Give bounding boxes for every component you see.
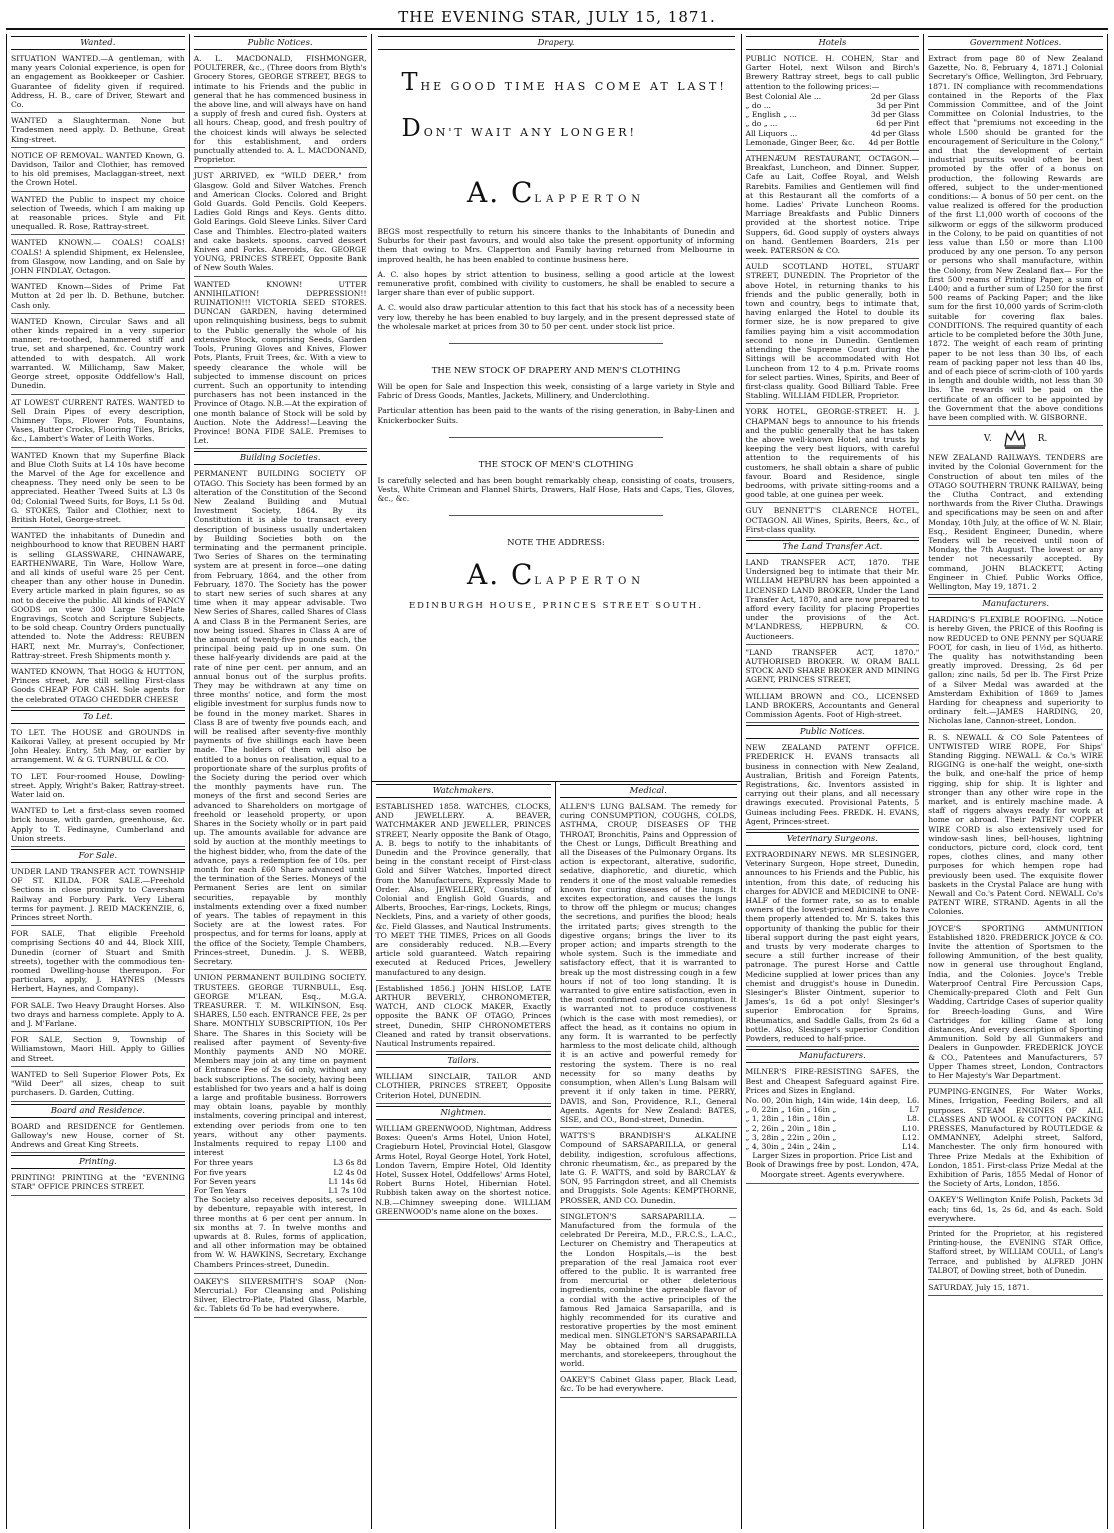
ad-railways: NEW ZEALAND RAILWAYS. TENDERS are invited by the Colonial Government for the Construction of about ten miles of the OTAGO SOUTHERN TRUNK RAILWAY, being the Clutha Contract, and extending northwards from the River Clutha. Drawings and specifications may be seen on and after Monday, 10th July, at the office of W. N. Blair, Esq., Resident Engineer, Dunedin, where Tenders will be received until noon of Monday, the 7th August. The lowest or any tender not necessarily accepted. By command, JOHN BLACKETT, Acting Engineer in Chief. Public Works Office, Wellington, May 19, 1871. 2 [928, 452, 1103, 595]
section-drapery: Drapery. [378, 36, 735, 50]
ad-auld-scotland: AULD SCOTLAND HOTEL, STUART STREET, DUNEDIN. The Proprietor of the above Hotel, in returning thanks to his friends and the public generally, both in town and country, begs to intimate that, having enlarged the Hotel to double its former size, he is now prepared to give families paying him a visit accommodation second to none in Dunedin. Gentlemen attending the Supreme Court during the Sittings will be accommodated with Hot Luncheon from 12 to 4 p.m. Private rooms for select parties. Wines, Spirits, and Beer of first-class quality. Good Billiard Table. Free Stabling. WILLIAM FIDLER, Proprietor. [746, 261, 920, 404]
ad-sericulture: Extract from page 80 of New Zealand Gazette, No. 8, February 4, 1871.] Colonial Secretary's Office, Wellington, 3rd February, 1871. IN compliance with recommendations contained in the Reports of the Flax Commission Committee, and of the Joint Committee on Colonial Industries, to the effect that "premiums not exceeding in the whole L500 should be granted for the encouragement of Sericulture in the Colony," and that the development of certain industrial pursuits would often be best promoted by the offer of a bonus on production, the following Rewards are offered, subject to the under-mentioned conditions:— A bonus of 50 per cent. on the value realized is offered for the production of the first L1,000 worth of cocoons of the silkworm or eggs of the silkworm produced in the Colony, to be paid on quantities of not less value than L50 or more than L100 produced by any one person. To any person or persons who shall manufacture, within the Colony, from New Zealand flax— For the first 500 reams of Printing Paper, a sum of L400; and a further sum of L250 for the first 500 reams of Packing Paper; and the like sum for the first 10,000 yards of Scrim-cloth suitable for covering flax bales. CONDITIONS. The required quantity of each article to be completed before the 30th June, 1872. The weight of each ream of printing paper to be not less than 30 lbs, of each ream of packing paper not less than 40 lbs, and of each piece of scrim-cloth of 100 yards in length and double width, not less than 30 lbs. The rewards will be paid on the certificate of an officer to be appointed by the Government that the above conditions have been complied with. W. GISBORNE. [928, 53, 1103, 426]
section-public-notices: Public Notices. [194, 36, 367, 50]
drapery-para-3: A. C. would also draw particular attention to this fact that his stock has of a necessity been very low, thereby he has been enabled to buy largely, and in the present depressed state of the wholesale market at prices from 30 to 50 per cent. under stock list price. [377, 303, 735, 331]
column-3 [372, 782, 557, 1529]
ad-singleton: SINGLETON'S SARSAPARILLA. — Manufactured from the formula of the celebrated Dr Pereira, M.D., F.R.C.S., L.A.C., Lecturer on Chemistry and Therapeutics at the London Hospitals,—is the best preparation of the real Jamaica root ever offered to the public. It is warranted free from mercurial or other deleterious ingredients, combine the agreeable flavor of a cordial with the active principles of the famous Red Jamaica Sarsaparilla, and is highly recommended for its curative and restorative properties by the most eminent medical men. SINGLETON'S SARSAPARILLA May be obtained from all druggists, merchants, and storekeepers, throughout the world. [560, 1211, 737, 1372]
royal-crest [928, 428, 1103, 450]
ad-greenwood: WILLIAM GREENWOOD, Nightman, Address Boxes: Queen's Arms Hotel, Union Hotel, Cragieburn Hotel, Provincial Hotel, Glasgow Arms Hotel, Royal George Hotel, York Hotel, London Tavern, Empire Hotel, Old Identity Hotel, Sussex Hotel, Oddfellows' Arms Hotel, Robert Burns Hotel, Hibernian Hotel. Rubbish taken away on the shortest notice. N.B.—Chimney sweeping done. WILLIAM GREENWOOD's name alone on the boxes. [376, 1123, 552, 1220]
column-5 [742, 34, 925, 1529]
column-2 [190, 34, 372, 1529]
ad-tweeds: WANTED the Public to inspect my choice selection of Tweeds, which I am making up at reasonable prices. Style and Fit unequalled. R. Rose, Rattray-street. [11, 194, 185, 236]
price-row: Lemonade, Ginger Beer, &c. 4d per Bottle [745, 137, 920, 147]
ad-macdonald: A. L. MACDONALD, FISHMONGER, POULTERER, &c., (Three doors from Blyth's Grocery Stores, GEORGE STREET, BEGS to intimate to his Friends and the public in general that he has commenced business in the above line, and will always have on hand a supply of fresh and cured fish. Oysters at all hours. Cheap, good, and fresh poultry of the choicest kinds will always be selected for this establishment, and orders punctually attended to. A. L. MACDONAND, Proprietor. [194, 53, 367, 168]
ad-athenaeum: ATHENÆUM RESTAURANT, OCTAGON.—Breakfast, Luncheon, and Dinner. Supper, Cafe au Lait, Coffee Royal, and Welsh Rarebits. Families and Gentlemen will find at this Restaurant all the comforts of a home. Ladies' Private Luncheon Rooms. Marriage Breakfasts and Public Dinners provided at the shortest notice. Tripe Suppers, 6d. Good supply of oysters always on hand. Gentlemen Boarders, 21s per week. PATERSON & CO. [746, 153, 920, 259]
safe-row: „ 4, 30in „ 24in „ 24in „ L14. [745, 1141, 920, 1151]
section-wanted: Wanted. [11, 36, 185, 50]
ad-hepburn: LAND TRANSFER ACT, 1870. THE Undersigned beg to intimate that their Mr. WILLIAM HEPBURN has been appointed a LICENSED LAND BROKER, Under the Land Transfer Act, 1870, and are now prepared to afford every facility for placing Properties under the provisions of the Act. M'LANDRESS, HEPBURN, & CO. Auctioneers. [746, 557, 920, 645]
drapery-para-1: BEGS most respectfully to return his sincere thanks to the Inhabitants of Dunedin and Suburbs for their past favours, and would also take the present opportunity of informing them that owing to Mrs. Clapperton and Family having returned from Melbourne in improved health, he has been enabled to continue business here. [377, 227, 735, 264]
ad-york-hotel: YORK HOTEL, GEORGE-STREET. H. J. CHAPMAN begs to announce to his friends and the public generally that he has taken the above well-known Hotel, and trusts by keeping the very best liquors, with careful attention to the requirements of his customers, he shall obtain a share of public favour. Board and Residence, single bedrooms, with private sitting-rooms and a good table, at one guinea per week. [746, 406, 920, 503]
price-row: „ do ... 3d per Pint [745, 101, 920, 111]
ad-printing: PRINTING! PRINTING at the "EVENING STAR" OFFICE PRINCES STREET. [11, 1172, 185, 1195]
heading-new-stock: THE NEW STOCK OF DRAPERY AND MEN'S CLOTHING [431, 366, 681, 377]
section-building-societies: Building Societies. [194, 451, 367, 465]
crest-v: V. [983, 434, 992, 445]
ad-george-young: JUST ARRIVED, ex "WILD DEER," from Glasgow. Gold and Silver Watches. French and American Clocks. Colored and Bright Gold Guards. Gold Pencils. Gold Keepers. Ladies Gold Rings and Keys. Gents ditto. Gold Earings. Gold Sleeve Links. Silver Card Case and Thimbles. Electro-plated waiters and cake baskets. spoons. carved dessert Knives and Forks. Aneroids, &c. GEORGE YOUNG, PRINCES STREET, Opposite Bank of New South Wales. [194, 170, 367, 276]
ad-board: BOARD and RESIDENCE for Gentlemen. Galloway's new House, corner of St. Andrews and Great King Streets. [11, 1121, 185, 1154]
column-4 [556, 782, 741, 1529]
edinburgh-address: EDINBURGH HOUSE, PRINCES STREET SOUTH. [408, 601, 704, 612]
ad-sale-1: UNDER LAND TRANSFER ACT. TOWNSHIP OF ST. KILDA. FOR SALE.—Freehold Sections in close proximity to Caversham Railway and Forbury Park. Very Liberal terms for payment. J. REID MACKENZIE, 6, Princes street North. [11, 866, 185, 926]
ad-beaver: ESTABLISHED 1858. WATCHES, CLOCKS, AND JEWELLERY. A. BEAVER, WATCHMAKER AND JEWELLER, PRINCES STREET, Nearly opposite the Bank of Otago, A. B. begs to notify to the inhabitants of Dunedin and the Province generally, that being in the constant receipt of First-class Gold and Silver Watches, Imported direct from the Manufacturers, Expressly Made to Order. Also, JEWELLERY, Consisting of Colonial and English Gold Guards, and Alberts, Brooches, Ear-rings, Lockets, Rings, Necklets, Pins, and a variety of other goods, &c. Field Glasses, and Nautical Instruments. TO MEET THE TIMES, Prices on all Goods are considerably reduced. N.B.—Every article sold guaranteed. Watch repairing executed at Reduced Prices, Jewellery manufactured to any design. [376, 801, 552, 981]
ad-sale-3: FOR SALE. Two Heavy Draught Horses. Also two drays and harness complete. Apply to A. and J. M'Farlane. [11, 1000, 185, 1033]
section-government: Government Notices. [928, 36, 1103, 50]
columns [6, 34, 1108, 1529]
drapery-para-5: Particular attention has been paid to the wants of the rising generation, in Baby-Linen and Knickerbocker Suits. [377, 406, 735, 425]
divider [449, 437, 663, 438]
ad-knife-polish: OAKEY'S Wellington Knife Polish, Packets 3d each; tins 6d, 1s, 2s 6d, and 4s each. Sold everywhere. [928, 1194, 1103, 1227]
safe-row: „ 1, 28in „ 18in „ 18in „ L8. [745, 1114, 920, 1124]
section-for-sale: For Sale. [11, 849, 185, 863]
middle-block [372, 34, 742, 1529]
ad-tolet-1: TO LET. The HOUSE and GROUNDS in Kaikorai Valley, at present occupied by Mr John Healey. Entry, 5th May, or earlier by arrangement. W. & G. TURNBULL & CO. [11, 727, 185, 769]
crest-r: R. [1037, 434, 1048, 445]
column-6 [924, 34, 1108, 1529]
section-to-let: To Let. [11, 710, 185, 724]
middle-lower [372, 782, 741, 1529]
safe-row: „ 0, 22in „ 16in „ 16in „ L7 [745, 1105, 920, 1115]
ad-tolet-2: TO LET. Four-roomed House, Dowling-street. Apply, Wright's Baker, Rattray-street. Water laid on. [11, 771, 185, 804]
ad-tolet-3: WANTED to Let a first-class seven roomed brick house, with garden, greenhouse, &c. Apply to T. Fedinayne, Cumberland and Union streets. [11, 805, 185, 847]
ad-oakey-soap: OAKEY'S SILVERSMITH'S SOAP (Non-Mercurial.) For Cleansing and Polishing Silver, Electro-Plate, Plated Glass, Marble, &c. Tablets 6d To be had everywhere. [194, 1276, 367, 1318]
section-tailors: Tailors. [376, 1054, 552, 1068]
ad-pumping-engines: PUMPING-ENGINES, For Water Works, Mines, Irrigation, Feeding Boilers, and all purposes. STEAM ENGINES OF ALL CLASSES AND WOOL & COTTON PACKING PRESSES, Manufactured by ROUTLEDGE & OMMANNEY, Adelphi street, Salford, Manchester. The only firm honoured with Three Prize Medals at the Exhibition of London, 1851. First-class Prize Medal at the Exhibition of Paris, 1855 Medal of Honor of the Society of Arts, London, 1856. [928, 1086, 1103, 1192]
drapery-para-6: Is carefully selected and has been bought remarkably cheap, consisting of coats, trousers, Vests, White Crimean and Flannel Shirts, Drawers, Half Hose, Hats and Caps, Ties, Gloves, &c., &c. [377, 475, 735, 504]
ad-oakey-glass: OAKEY'S Cabinet Glass paper, Black Lead, &c. To be had everywhere. [560, 1374, 737, 1397]
cohen-text: PUBLIC NOTICE. H. COHEN, Star and Garter Hotel, next Wilson and Birch's Brewery Rattray street, begs to call public attention to the following prices:— [745, 54, 920, 91]
repay-row: For five years L2 4s 0d [193, 1167, 367, 1177]
ad-permanent-building: PERMANENT BUILDING SOCIETY OF OTAGO. This Society has been formed by an alteration of the Constitution of the Second New Zealand Building and Mutual Investment Society, 1864. By its Constitution it is able to transact every description of business usually undertaken by Building Societies both on the terminating and the permanent principle. Two Series of Shares on the terminating system are at present in force—one dating from February, 1864, and the other from February, 1870. The Society has the power to start new series of such shares at any time when it may appear advisable. Two New Series of Shares, called Shares of Class A and Class B in the Permanent Series, are now being issued. Shares in Class A are of the amount of twenty-five pounds each, the principal being paid up in one sum. On these half-yearly dividends are paid at the rate of nine per cent. per annum, and an annual bonus out of the surplus profits. They may be withdrawn at any time on three months' notice, and form the most eligible investment for surplus funds now to be found in the money market. Shares in Class B are of twenty five pounds each, and will be realised after seventy-five monthly payments of five shillings each have been made. The holders of them will also be entitled to a bonus on realisation, equal to a proportionate share of the surplus profits of the Society during the period over which the monthly payments have run. The moneys of the first and second Series are advanced to Shareholders on mortgage of freehold or leasehold property, or upon Shares in the Society wholly or in part paid up. The amounts available for advance are sold by auction at the monthly meetings to the highest bidder, who, from the date of the advance, pays a redemption fee of 10s. per month for each £60 Share advanced until the termination of the Series. Moneys of the Permanent Series are lent on similar securities, repayable by monthly instalments extending over a fixed number of years. The tables of repayment in this Society are at the lowest rates. For prospectus, and for terms for loans, apply at the office of the Society, Temple Chambers, Princes-street, Dunedin. J. S. WEBB, Secretary. [194, 468, 367, 970]
repay-row: For Seven years L1 14s 6d [193, 1176, 367, 1186]
ad-mutton: WANTED Known—Sides of Prime Fat Mutton at 2d per lb. D. Bethune, butcher. Cash only. [11, 281, 185, 314]
ad-slaughterman: WANTED a Slaughterman. None but Tradesmen need apply. D. Bethune, Great King-street. [11, 115, 185, 148]
section-medical: Medical. [560, 784, 737, 798]
section-nightmen: Nightmen. [376, 1106, 552, 1120]
milner-end: Larger Sizes in proportion. Price List and Book of Drawings free by post. London, 47A, Moorgate street. Agents everywhere. [746, 1151, 919, 1179]
repay-row: For Ten Years L1 7s 10d [193, 1185, 367, 1195]
price-row: „ do „ ... 6d per Pint [745, 119, 920, 129]
imprint-date: SATURDAY, July 15, 1871. [928, 1282, 1103, 1296]
ad-joyce: JOYCE'S SPORTING AMMUNITION Established 1820. FREDERICK JOYCE & CO. Invite the attention of Sportsmen to the following Ammunition, of the best quality, now in general use throughout England, India, and the Colonies. Joyce's Treble Waterproof Central Fire Percussion Caps, Chemically-prepared Cloth and Felt Gun Wadding, Cartridge Cases of superior quality for Breech-loading Guns, and Wire Cartridges for killing Game at long distances, And every description of Sporting Ammunition. Sold by all Gunmakers and Dealers in Gunpowder. FREDERICK JOYCE & CO., Patentees and Manufacturers, 57 Upper Thames street, London, Contractors to Her Majesty's War Department. [928, 923, 1103, 1084]
ad-duncan-garden: WANTED KNOWN! UTTER ANNIHILATION! DEPRESSION!! RUINATION!!! VICTORIA SEED STORES. DUNCAN GARDEN, having determined upon relinquishing business, begs to submit to the Public generally the whole of his extensive Stock, comprising Seeds, Garden Tools, Pruning Gloves and Knives, Flower Pots, Plants, Fruit Trees, &c. With a view to speedy clearance the whole will be subjected to immense discount on prices current. Such an opportunity to intending purchasers has not been instanced in the Province of Otago. N.B.—At the expiration of one month balance of Stock will be sold by Auction. Note the Address!—Leaving the Province! BONA FIDE SALE. Premises to Let. [194, 279, 367, 450]
headline-good-time: THE GOOD TIME HAS COME AT LAST! [401, 68, 727, 96]
section-land-transfer: The Land Transfer Act. [746, 540, 920, 554]
section-manufacturers-2: Manufacturers. [928, 597, 1103, 611]
ad-slesinger: EXTRAORDINARY NEWS. MR SLESINGER, Veterinary Surgeon, Hope street, Dunedin, announces to his Friends and the Public, his intention, from this date, of reducing his charges for ADVICE and MEDICINE to ONE-HALF of the former rate, so as to enable owners of the lowest-priced Animals to have them properly attended to. Mr S. takes this opportunity of thanking the public for their liberal support during the past eight years, and trusts by very moderate charges to secure a still further increase of their patronage. The purest Horse and Cattle Medicine supplied at lower prices than any chemist and druggist's house in Dunedin. Slesinger's Blister Ointment, superior to James's, 1s 6d a pot only! Slesinger's superior Embrocation for Sprains, Rheumatics, and Saddle Galls, from 2s 6d a bottle. Also, Slesinger's superior Condition Powders, reduced to half-price. [746, 849, 920, 1047]
ad-sale-2: FOR SALE, That eligible Freehold comprising Sections 40 and 44, Block XIII, Dunedin (corner of Stuart and Smith streets), together with the commodious ten-roomed Dwelling-house thereupon. For particulars, apply, J. HAYNES (Messrs Herbert, Haynes, and Company). [11, 928, 185, 997]
section-watchmakers: Watchmakers. [376, 784, 552, 798]
ad-coals: WANTED KNOWN.— COALS! COALS! COALS! A splendid Shipment, ex Helenslee, from Glasgow, now Landing, and on Sale by JOHN FINDLAY, Octagon. [11, 237, 185, 279]
masthead: THE EVENING STAR, JULY 15, 1871. [6, 8, 1108, 30]
drapery-para-4: Will be open for Sale and Inspection this week, consisting of a large variety in Style and Fabric of Dress Goods, Mantles, Jackets, Millinery, and Underclothing. [377, 382, 735, 401]
ad-hogg-hutton: WANTED KNOWN, That HOGG & HUTTON, Princes street, Are still selling First-class Goods CHEAP FOR CASH. Sole agents for the celebrated OTAGO CHEDDER CHEESE [11, 666, 185, 708]
clapperton-name-2: A. CLAPPERTON [466, 558, 646, 592]
ad-harding: HARDING'S FLEXIBLE ROOFING. —Notice is hereby Given, the PRICE of this Roofing is now REDUCED to ONE PENNY per SQUARE FOOT, for cash, in lieu of 1½d, as hitherto. The quality has notwithstanding been greatly improved. Dressing, 2s 6d per gallon; zinc nails, 5d per lb. The First Prize of a Silver Medal was awarded at the Amsterdam Exhibition of 1869 to James Harding for cheapness and superiority to ordinary felt.—JAMES HARDING, 20, Nicholas lane, Cannon-street, London. [928, 614, 1103, 729]
clapperton-name: A. CLAPPERTON [466, 176, 646, 209]
repay-row: For three years L3 6s 8d [193, 1158, 367, 1168]
divider [449, 515, 663, 516]
ad-watts: WATTS'S BRANDISH'S ALKALINE Compound of SARSAPARILLA, or general debility, indigestion, scrofulous affections, chronic rheumatism, &c., as prepared by the late G. F. WATTS, and sold by BARCLAY & SON, 95 Farringdon street, and all Chemists and Druggists. Sole Agents: KEMPTHORNE, PROSSER, AND CO. Dunedin. [560, 1130, 737, 1209]
ad-cohen [746, 53, 920, 151]
union-end: The Society also receives deposits, secured by debenture, repayable with interest, In three months at 6 per cent per annum. In six months at 7. In twelve months and upwards at 8. Rules, forms of application, and all other information may be obtained from W. W. HAWKINS, Secretary, Exchange Chambers Princes-street, Dunedin. [193, 1195, 367, 1269]
milner-text: MILNER'S FIRE-RESISTING SAFES, the Best and Cheapest Safeguard against Fire. Prices and Sizes in England. [745, 1067, 920, 1095]
drapery-ad [372, 34, 741, 782]
section-board: Board and Residence. [11, 1104, 185, 1118]
ad-cloth-suits: WANTED Known that my Superfine Black and Blue Cloth Suits at L4 10s have become the Marvel of the Age for excellence and cheapness. They need only be seen to be appreciated. Heather Tweed Suits at L3 0s 0d; Colonial Tweed Suits, for Boys, L1 5s 0d. G. STOKES, Tailor and Clothier, next to British Hotel, George-street. [11, 450, 185, 529]
safe-row: No. 00, 20in high, 14in wide, 14in deep, L6. [745, 1095, 920, 1105]
price-row: All Liquors ... 4d per Glass [745, 128, 920, 138]
ad-sale-5: WANTED to Sell Superior Flower Pots, Ex "Wild Deer" all sizes, cheap to suit purchasers. D. Garden, Cutting. [11, 1069, 185, 1102]
drapery-para-2: A. C. also hopes by strict attention to business, selling a good article at the lowest remunerative profit, combined with civility to customers, he shall be enabled to secure a larger share than ever of public support. [377, 269, 735, 298]
section-hotels: Hotels [746, 36, 920, 50]
heading-mens-clothing: THE STOCK OF MEN'S CLOTHING [478, 459, 634, 470]
section-public-notices-2: Public Notices. [746, 725, 920, 739]
section-veterinary: Veterinary Surgeons. [746, 832, 920, 846]
ad-removal: NOTICE OF REMOVAL. WANTED Known, G. Davidson, Tailor and Clothier, has removed to his old premises, Maclaggan-street, next the Crown Hotel. [11, 150, 185, 192]
ad-union-building [194, 972, 367, 1274]
union-text: UNION PERMANENT BUILDING SOCIETY. TRUSTEES. GEORGE TURNBULL, Esq. GEORGE M'LEAN, Esq., M.G.A. TREASURER. T. M. WILKINSON, Esq. SHARES, L50 each. ENTRANCE FEE, 2s per Share. MONTHLY SUBSCRIPTION, 10s Per Share. The Shares in this Society will be realised after payment of Seventy-five Monthly payments AND NO MORE. Members may join at any time on payment of Entrance Fee of 2s 6d only, without any back subscriptions. The society, having been established for two years and a half is doing a large and profitable business. Borrowers may obtain loans, payable by monthly instalments, covering principal and interest, extending over periods from one to ten years, without any other payments. Instalments required to repay L100 and interest [193, 973, 367, 1158]
ad-patent-office: NEW ZEALAND PATENT OFFICE. FREDERICK H. EVANS transacts all business in connection with New Zealand, Australian, British and Foreign Patents, Registrations, &c. Inventors assisted in carrying out their plans, and all necessary drawings executed. Provisional Patents, 5 Guineas including Fees. FREDK. H. EVANS, Agent, Princes-street. [746, 742, 920, 830]
ad-clarence-hotel: GUY BENNETT'S CLARENCE HOTEL, OCTAGON. All Wines, Spirits, Beers, &c., of First-class quality. [746, 505, 920, 538]
ad-saws: WANTED Known, Circular Saws and all other kinds repaired in a very superior manner, re-toothed, hammered stiff and true, set and sharpened, &c. Country work attended to with despatch. All work warranted. W. Millichamp, Saw Maker, George street, opposite Oddfellow's Hall, Dunedin. [11, 316, 185, 395]
section-printing: Printing. [11, 1155, 185, 1169]
ad-sinclair: WILLIAM SINCLAIR, TAILOR AND CLOTHIER, PRINCES STREET, Opposite Criterion Hotel, DUNEDIN. [376, 1071, 552, 1104]
column-1 [7, 34, 190, 1529]
heading-note-address: NOTE THE ADDRESS: [507, 538, 605, 549]
safe-row: „ 2, 26in „ 20in „ 18in „ L10. [745, 1123, 920, 1133]
ad-william-brown: WILLIAM BROWN and CO., LICENSED LAND BROKERS, Accountants and General Commission Agents. Foot of High-street. [746, 691, 920, 724]
ad-reuben-hart: WANTED the inhabitants of Dunedin and neighbourhood to know that REUBEN HART is selling GLASSWARE, CHINAWARE, EARTHENWARE, Tin Ware, Hollow Ware, and all kinds of useful ware 25 per Cent. cheaper than any other house in Dunedin. Every article marked in plain figures, so as not to deceive the public. All kinds of FANCY GOODS on view 300 Large Steel-Plate Engravings, Scotch and Scripture Subjects, to be sold cheap. Country Orders punctually attended to. Note the Address: REUBEN HART, next Mr. Murray's, Confectioner, Rattray-street. Fresh Shipments month y. [11, 530, 185, 664]
crown-icon [1002, 428, 1028, 450]
ad-oram-ball: "LAND TRANSFER ACT, 1870." AUTHORISED BROKER. W. ORAM BALL STOCK AND SHARE BROKER AND MINING AGENT, PRINCES STREET, [746, 647, 920, 689]
section-manufacturers: Manufacturers. [746, 1049, 920, 1063]
ad-allen-balsam: ALLEN'S LUNG BALSAM. The remedy for curing CONSUMPTION, COUGHS, COLDS, ASTHMA, CROUP, DISEASES OF THE THROAT, Bronchitis, Pains and Oppression of the Chest or Lungs, Difficult Breathing and all the Diseases of the Pulmonary Organs. Its action is expectorant, alterative, sudorific, sedative, diaphoretic, and diuretic, which renders it one of the most valuable remedies known for curing diseases of the lungs. It excites expectoration, and causes the lungs to throw off the phlegm or mucus; changes the secretions, and purifies the blood; heals the irritated parts; gives strength to the digestive organs; brings the liver to its proper action; and imparts strength to the whole system. Such is the immediate and satisfactory effect, that it is warranted to break up the most distressing cough in a few hours if not of too long standing. It is warranted to give entire satisfaction, even in the most confirmed cases of consumption. It is warranted not to produce costiveness (which is the case with most remedies), or affect the head, as it contains no opium in any form. It is warranted to be perfectly harmless to the most delicate child, although it is an active and powerful remedy for restoring the system. There is no real necessity for so many deaths by consumption, when Allen's Lung Balsam will prevent it if only taken in time. PERRY, DAVIS, and Son, Providence, R.I., General Agents. Agents for New Zealand: BATES, SISE, and CO., Bond-street, Dunedin. [560, 801, 737, 1128]
imprint: Printed for the Proprietor, at his registered Printing-house, the EVENING STAR Office, Stafford street, by WILLIAM COULL, of Lang's Terrace, and published by ALFRED JOHN TALBOT, of Dowling street, both of Dunedin. [928, 1229, 1103, 1280]
ad-newall: R. S. NEWALL & CO Sole Patentees of UNTWISTED WIRE ROPE, For Ships' Standing Rigging. NEWALL & Co.'s WIRE RIGGING is one-half the weight, one-sixth the bulk, and one-half the price of hemp rigging, ship for ship. It is lighter and stronger than any other wire rope in the market, and is entirely machine made. A staff of riggers always ready for work at home or abroad. Their PATENT COPPER WIRE CORD is also extensively used for window-sash lines, bell-houses, lightning conductors, picture cord, clock cord, tent ropes, clothes clines, and many other purposes for which hempen rope had previously been used. The exquisite flower baskets in the Crystal Palace are hung with Newall and Co.'s Patent Cord. NEWALL Co's PATENT WIRE, STRAND. Agents in all the Colonies. [928, 732, 1103, 921]
ad-situation: SITUATION WANTED.—A gentleman, with many years Colonial experience, is open for an engagement as Bookkeeper or Cashier. Guarantee of fidelity given if required. Address, H. B., care of Driver, Stewart and Co. [11, 53, 185, 113]
price-row: „ English „ ... 3d per Glass [745, 110, 920, 120]
ad-milner-safes [746, 1066, 920, 1183]
safe-row: „ 3, 28in „ 22in „ 20in „ L12. [745, 1132, 920, 1142]
ad-drain-pipes: AT LOWEST CURRENT RATES. WANTED to Sell Drain Pipes of every description, Chimney Tops, Flower Pots, Fountains, Vases, Butter Crocks, Flooring Tiles, Bricks, &c., Lambert's Water of Leith Works. [11, 397, 185, 448]
price-row: Best Colonial Ale ... 2d per Glass [745, 91, 920, 101]
divider [449, 343, 663, 344]
ad-hislop: [Established 1856.] JOHN HISLOP, LATE ARTHUR BEVERLY, CHRONOMETER, WATCH, AND CLOCK MAKER, Exactly opposite the BANK OF OTAGO, Princes street, Dunedin, SHIP CHRONOMETERS Cleaned and rated by transit observations. Nautical Instruments repaired. [376, 983, 552, 1052]
headline-dont-wait: DON'T WAIT ANY LONGER! [401, 114, 637, 142]
ad-sale-4: FOR SALE, Section 9, Township of Williamstown, Maori Hill. Apply to Gillies and Street. [11, 1034, 185, 1067]
